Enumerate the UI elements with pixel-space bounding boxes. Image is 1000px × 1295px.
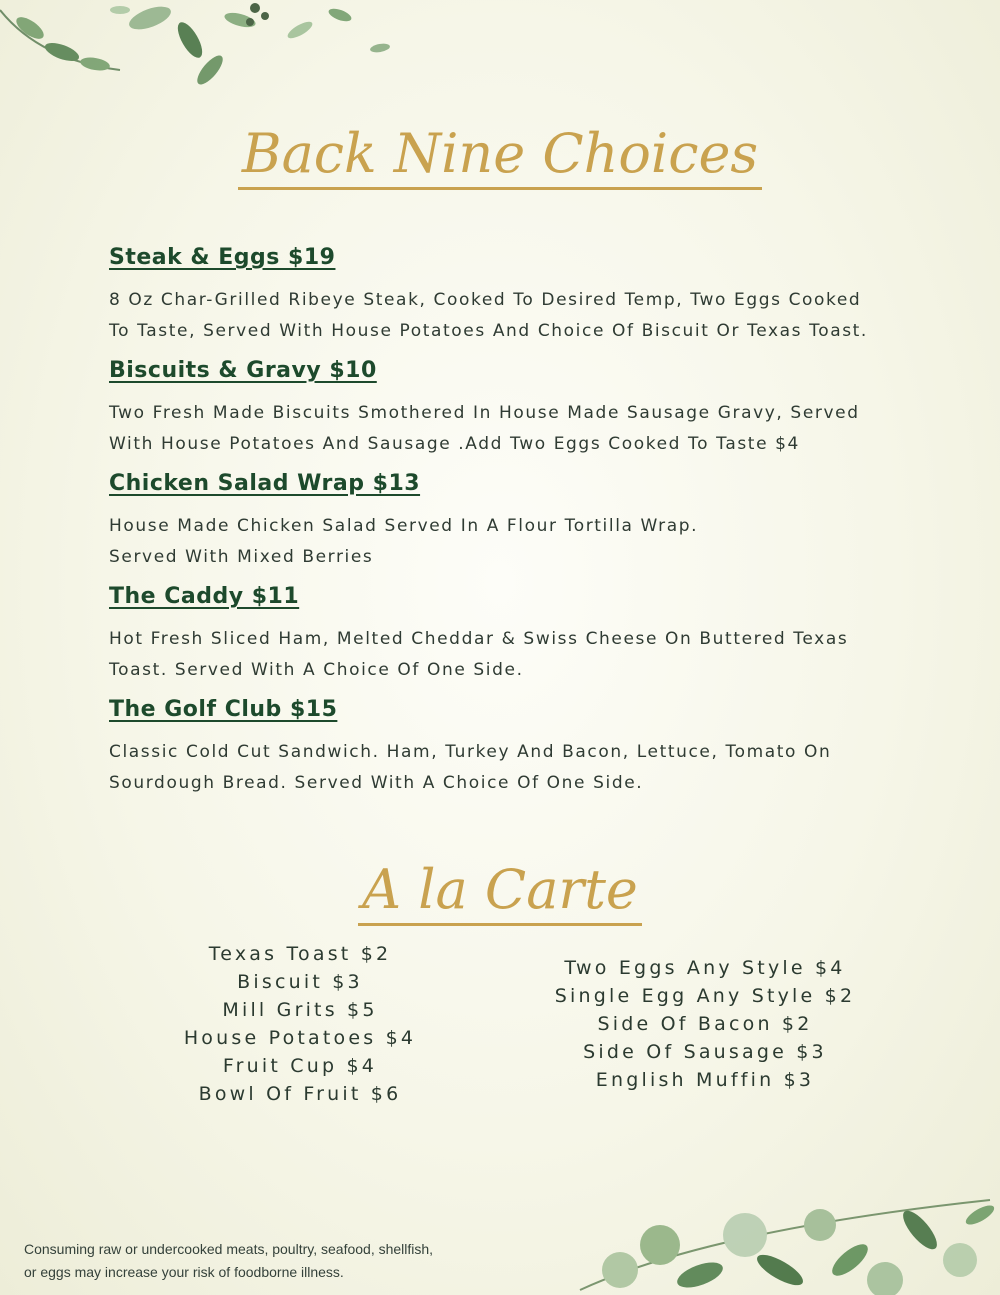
- food-safety-disclaimer: [24, 1238, 484, 1284]
- a-la-carte-item: Bowl Of Fruit $6: [198, 1083, 402, 1105]
- disclaimer-line: Consuming raw or undercooked meats, poultry, seafood, shellfish,: [24, 1241, 434, 1257]
- a-la-carte-item: Two Eggs Any Style $4: [564, 957, 846, 979]
- a-la-carte-right-column: [540, 954, 870, 1094]
- a-la-carte-item: Fruit Cup $4: [222, 1055, 378, 1077]
- a-la-carte-item: House Potatoes $4: [183, 1027, 417, 1049]
- menu-item-name: Chicken Salad Wrap $13: [109, 471, 421, 496]
- a-la-carte-item: Side Of Bacon $2: [597, 1013, 813, 1035]
- menu-item-description: Two Fresh Made Biscuits Smothered In House Made Sausage Gravy, Served With House Potatoes And Sausage .Add Two Eggs Cooked To Taste $4: [109, 403, 860, 454]
- menu-item-description: Classic Cold Cut Sandwich. Ham, Turkey And Bacon, Lettuce, Tomato On Sourdough Bread. Served With A Choice Of One Side.: [109, 742, 832, 793]
- a-la-carte-item: Mill Grits $5: [222, 999, 378, 1021]
- eucalyptus-leaves-icon: [560, 1190, 1000, 1295]
- a-la-carte-item: English Muffin $3: [595, 1069, 815, 1091]
- menu-item-description: 8 Oz Char-Grilled Ribeye Steak, Cooked To Desired Temp, Two Eggs Cooked To Taste, Served With House Potatoes And Choice Of Biscuit Or Texas Toast.: [109, 290, 868, 341]
- menu-item: [109, 243, 959, 347]
- leafy-greenery-icon: [0, 0, 420, 100]
- menu-item: [109, 582, 959, 686]
- menu-item-description: Hot Fresh Sliced Ham, Melted Cheddar & Swiss Cheese On Buttered Texas Toast. Served With A Choice Of One Side.: [109, 629, 849, 680]
- a-la-carte-left-column: [150, 940, 450, 1108]
- menu-item: [109, 469, 959, 573]
- menu-item-name: The Caddy $11: [109, 584, 300, 609]
- a-la-carte-item: Texas Toast $2: [208, 943, 392, 965]
- menu-item-description: House Made Chicken Salad Served In A Flour Tortilla Wrap. Served With Mixed Berries: [109, 516, 699, 567]
- menu-item: [109, 356, 959, 460]
- a-la-carte-item: Single Egg Any Style $2: [554, 985, 856, 1007]
- disclaimer-line: or eggs may increase your risk of foodborne illness.: [24, 1264, 344, 1280]
- a-la-carte-item: Biscuit $3: [237, 971, 363, 993]
- menu-item-name: The Golf Club $15: [109, 697, 338, 722]
- section-title-back-nine: Back Nine Choices: [0, 122, 1000, 185]
- menu-item-name: Steak & Eggs $19: [109, 245, 336, 270]
- menu-item-name: Biscuits & Gravy $10: [109, 358, 377, 383]
- section-title-a-la-carte: A la Carte: [0, 858, 1000, 921]
- a-la-carte-item: Side Of Sausage $3: [583, 1041, 827, 1063]
- menu-item-list: [109, 243, 959, 808]
- menu-item: [109, 695, 959, 799]
